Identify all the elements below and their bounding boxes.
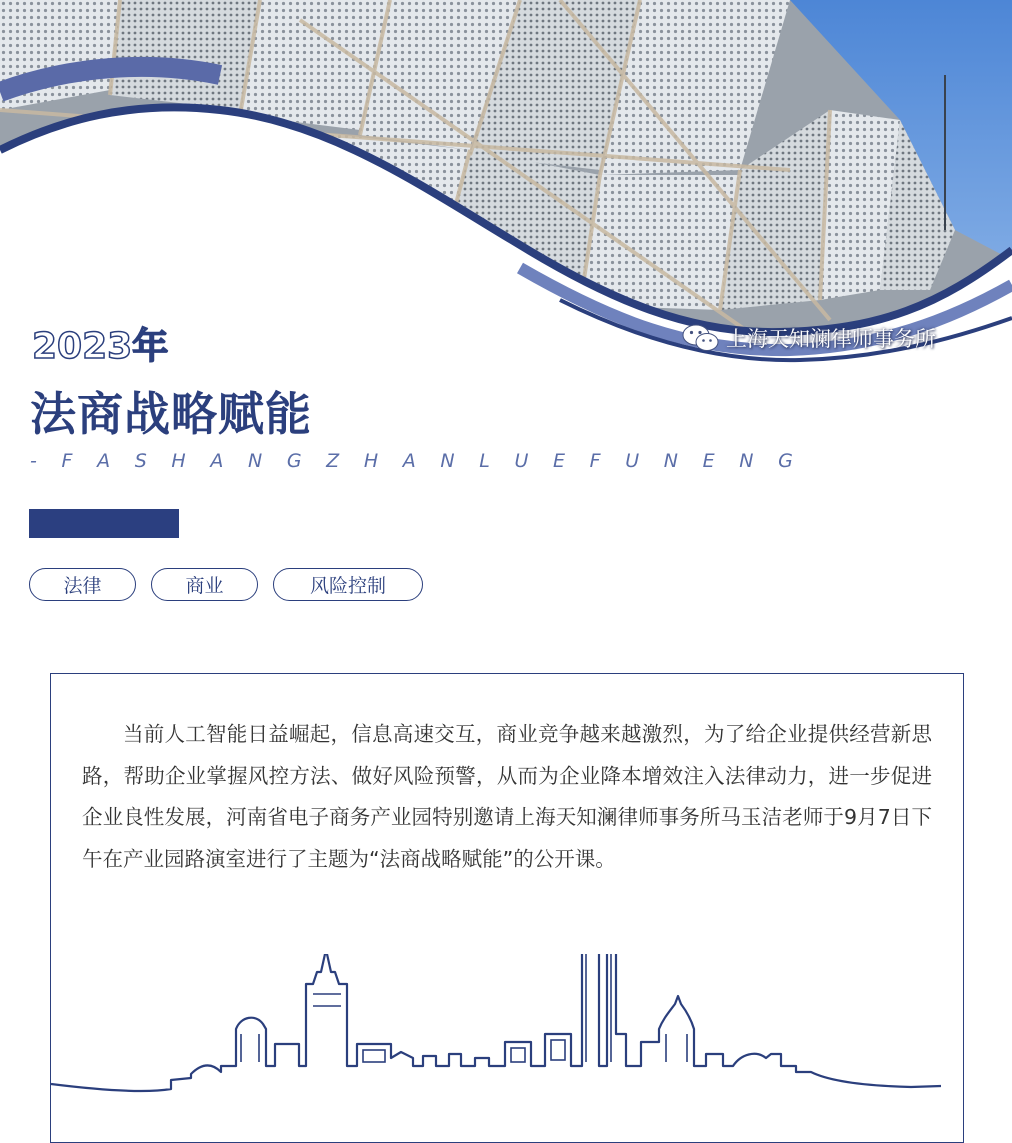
- tag-business: 商业: [151, 568, 258, 601]
- watermark-text: 上海天知澜律师事务所: [726, 327, 936, 351]
- watermark: [682, 320, 936, 356]
- content-card: [50, 673, 964, 1143]
- intro-paragraph: 当前人工智能日益崛起，信息高速交互，商业竞争越来越激烈，为了给企业提供经营新思路，帮助企业掌握风控方法、做好风险预警，从而为企业降本增效注入法律动力，进一步促进企业良性发展，河南省电子商务产业园特别邀请上海天知澜律师事务所马玉洁老师于9月7日下午在产业园路演室进行了主题为“法商战略赋能”的公开课。: [82, 722, 932, 871]
- year-label: 2023年: [32, 326, 169, 367]
- city-skyline-illustration: [51, 954, 964, 1143]
- accent-bar: [29, 509, 179, 538]
- tag-law: 法律: [29, 568, 136, 601]
- page-title: 法商战略赋能: [30, 387, 312, 441]
- title-pinyin: - F A S H A N G Z H A N L U E F U N E N G: [30, 450, 803, 472]
- wechat-icon: [682, 323, 720, 353]
- tag-risk-control: 风险控制: [273, 568, 423, 601]
